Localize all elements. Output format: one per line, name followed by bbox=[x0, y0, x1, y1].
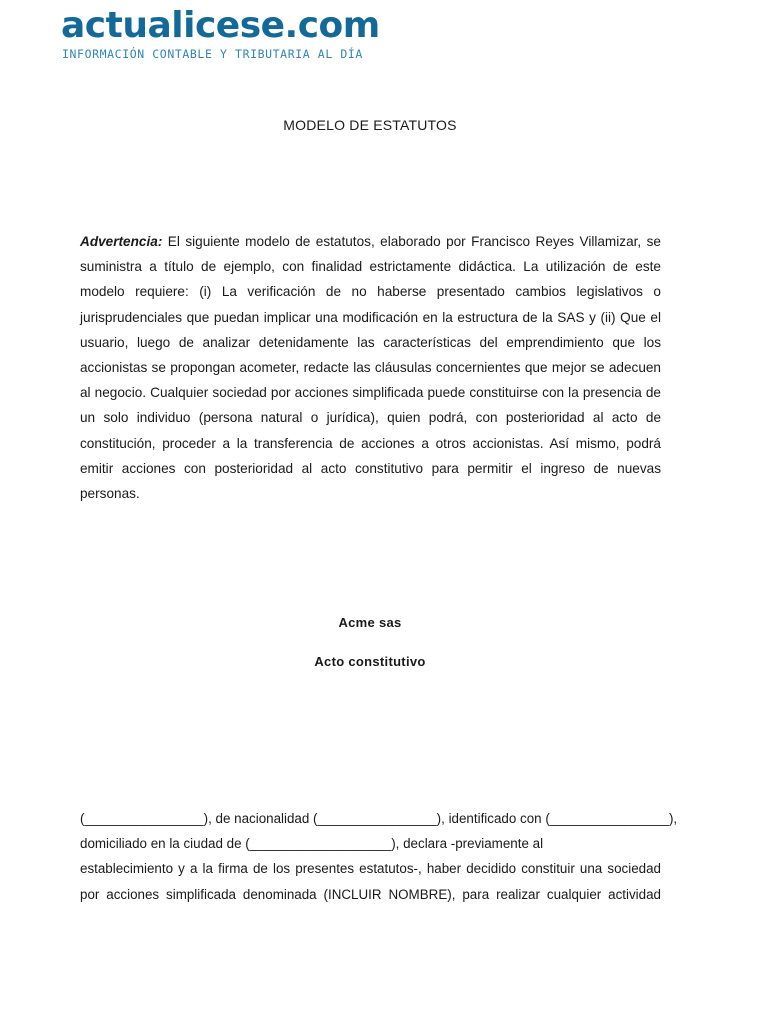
body-line: domiciliado en la ciudad de (___________________), declara -previamente al bbox=[80, 836, 544, 852]
act-heading: Acto constitutivo bbox=[314, 654, 426, 669]
company-heading: Acme sas bbox=[338, 615, 402, 630]
body-line: establecimiento y a la firma de los presentes estatutos-, haber decidido constituir una sociedad bbox=[80, 861, 661, 877]
body-line: (________________), de nacionalidad (________________), identificado con (________________), bbox=[80, 811, 678, 826]
document-title: MODELO DE ESTATUTOS bbox=[283, 117, 457, 133]
warning-text: El siguiente modelo de estatutos, elaborado por Francisco Reyes Villamizar, se suministra a título de ejemplo, con finalidad estrictamente didáctica. La utilización de este modelo requiere: (i) La verificación de no haberse presentado cambios legislativos o jurisprudenciales que puedan implicar una modificación en la estructura de la SAS y (ii) Que el usuario, luego de analizar detenidamente las características del emprendimiento que los accionistas se propongan acometer, redacte las cláusulas concernientes que mejor se adecuen al negocio. Cualquier sociedad por acciones simplificada puede constituirse con la presencia de un solo individuo (persona natural o jurídica), quien podrá, con posterioridad al acto de constitución, proceder a la transferencia de acciones a otros accionistas. Así mismo, podrá emitir acciones con posterioridad al acto constitutivo para permitir el ingreso de nuevas personas. bbox=[80, 234, 661, 502]
warning-lead: Advertencia: bbox=[80, 234, 163, 249]
body-line: por acciones simplificada denominada (INCLUIR NOMBRE), para realizar cualquier actividad bbox=[80, 886, 661, 902]
site-logo: actualicese.com bbox=[61, 5, 380, 46]
site-tagline: INFORMACIÓN CONTABLE Y TRIBUTARIA AL DÍA bbox=[62, 47, 363, 61]
warning-paragraph bbox=[80, 229, 661, 506]
act-body bbox=[80, 806, 678, 907]
